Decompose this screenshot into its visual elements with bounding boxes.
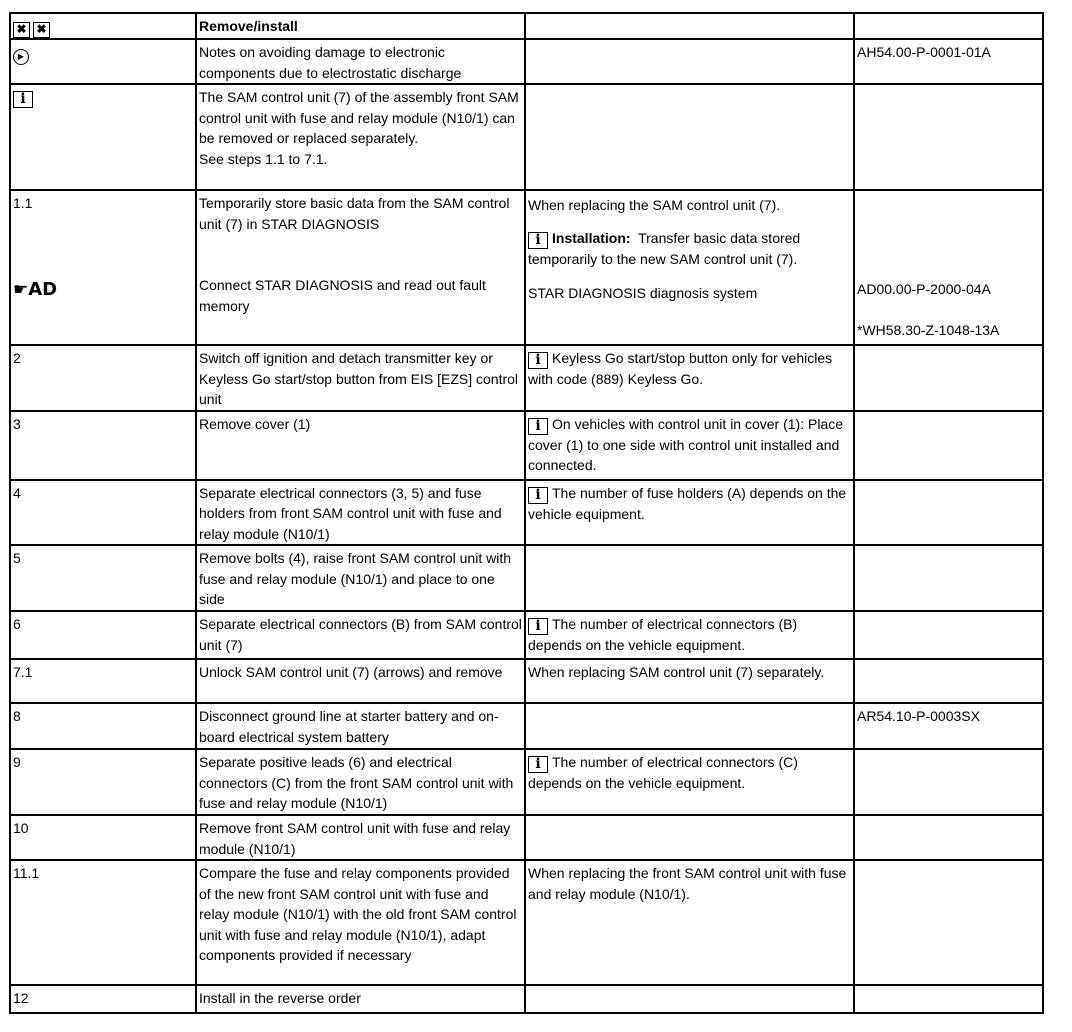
reference-link[interactable] — [854, 659, 1043, 703]
note-cell — [525, 39, 854, 84]
table-row — [10, 659, 1043, 703]
step-cell — [10, 84, 196, 190]
step-number: 2 — [10, 345, 196, 411]
table-row — [10, 749, 1043, 815]
note-text: Keyless Go start/stop button only for vehicles with code (889) Keyless Go. — [528, 350, 833, 387]
step-number: 6 — [10, 611, 196, 659]
info-icon: i — [13, 91, 33, 108]
table-row — [10, 480, 1043, 546]
note-info — [528, 228, 851, 270]
note-cell — [525, 480, 854, 546]
table-row — [10, 411, 1043, 480]
step-number: 7.1 — [10, 659, 196, 703]
action-cell: Switch off ignition and detach transmitter key or Keyless Go start/stop button from EIS [EZS] control unit — [196, 345, 525, 411]
reference-cell — [854, 190, 1043, 345]
step-number: 5 — [10, 545, 196, 611]
reference-link[interactable] — [854, 985, 1043, 1013]
reference-link[interactable] — [854, 345, 1043, 411]
reference-link[interactable] — [854, 815, 1043, 860]
reference-link[interactable]: *WH58.30-Z-1048-13A — [857, 321, 1000, 338]
info-icon: i — [528, 618, 548, 635]
action-cell: Remove bolts (4), raise front SAM control unit with fuse and relay module (N10/1) and place to one side — [196, 545, 525, 611]
action-cell: Disconnect ground line at starter battery and on-board electrical system battery — [196, 703, 525, 749]
note-cell — [525, 190, 854, 345]
note-cell — [525, 815, 854, 860]
table-row — [10, 985, 1043, 1013]
note-text: The number of fuse holders (A) depends on the vehicle equipment. — [528, 484, 847, 522]
action-text: Connect STAR DIAGNOSIS and read out fault memory — [199, 277, 486, 314]
reference-link[interactable] — [854, 860, 1043, 985]
action-cell: Separate positive leads (6) and electrical connectors (C) from the front SAM control unit with fuse and relay module (N10/1) — [196, 749, 525, 815]
table-row — [10, 39, 1043, 84]
header-empty-cell — [525, 13, 854, 39]
step-cell — [10, 190, 196, 345]
note-text: The number of electrical connectors (C) depends on the vehicle equipment. — [528, 754, 798, 791]
note-cell: When replacing the front SAM control unit with fuse and relay module (N10/1). — [525, 860, 854, 985]
note-info-text: Transfer basic data stored temporarily to the new SAM control unit (7). — [528, 229, 801, 267]
header-title: Remove/install — [196, 13, 525, 39]
action-cell: Remove cover (1) — [196, 411, 525, 480]
note-cell — [525, 411, 854, 480]
table-row — [10, 860, 1043, 985]
action-text: The SAM control unit (7) of the assembly front SAM control unit with fuse and relay module (N10/1) can be removed or replaced separately. — [199, 89, 519, 146]
table-row — [10, 345, 1043, 411]
diagnosis-label: AD — [28, 278, 58, 300]
note-cell — [525, 545, 854, 611]
reference-link[interactable] — [854, 611, 1043, 659]
wrench-icon: ✖ — [33, 22, 50, 38]
note-info-label: Installation: — [552, 229, 631, 246]
action-cell: Remove front SAM control unit with fuse and relay module (N10/1) — [196, 815, 525, 860]
note-cell — [525, 611, 854, 659]
table-row — [10, 190, 1043, 345]
step-number: 3 — [10, 411, 196, 480]
action-cell — [196, 190, 525, 345]
action-cell: Compare the fuse and relay components provided of the new front SAM control unit with fuse and relay module (N10/1) with the old front SAM control unit with fuse and relay module (N10/1), adapt components provided if necessary — [196, 860, 525, 985]
action-text: Temporarily store basic data from the SAM control unit (7) in STAR DIAGNOSIS — [199, 195, 510, 232]
table-row — [10, 815, 1043, 860]
step-number: 11.1 — [10, 860, 196, 985]
action-text: See steps 1.1 to 7.1. — [199, 150, 328, 167]
reference-link[interactable]: AH54.00-P-0001-01A — [854, 39, 1043, 84]
reference-link[interactable] — [854, 545, 1043, 611]
reference-link[interactable] — [854, 749, 1043, 815]
header-empty-cell — [854, 13, 1043, 39]
reference-link[interactable] — [854, 480, 1043, 546]
info-icon: i — [528, 232, 548, 249]
action-cell: Separate electrical connectors (3, 5) and fuse holders from front SAM control unit with fuse and relay module (N10/1) — [196, 480, 525, 546]
reference-link[interactable]: AR54.10-P-0003SX — [854, 703, 1043, 749]
note-cell: When replacing SAM control unit (7) separately. — [525, 659, 854, 703]
step-number: 10 — [10, 815, 196, 860]
table-row — [10, 703, 1043, 749]
table-row — [10, 611, 1043, 659]
reference-link[interactable] — [854, 84, 1043, 190]
action-cell — [196, 84, 525, 190]
action-cell: Unlock SAM control unit (7) (arrows) and remove — [196, 659, 525, 703]
reference-link[interactable] — [854, 411, 1043, 480]
table-row — [10, 545, 1043, 611]
info-icon: i — [528, 487, 548, 504]
reference-link[interactable]: AD00.00-P-2000-04A — [857, 281, 991, 297]
info-icon: i — [528, 756, 548, 773]
esd-warning-icon: ▶ — [13, 49, 29, 65]
action-cell: Separate electrical connectors (B) from SAM control unit (7) — [196, 611, 525, 659]
note-text: When replacing the SAM control unit (7). — [528, 197, 781, 213]
step-cell — [10, 39, 196, 84]
table-header-row — [10, 13, 1043, 39]
info-icon: i — [528, 418, 548, 435]
action-cell: Install in the reverse order — [196, 985, 525, 1013]
step-number: 12 — [10, 985, 196, 1013]
action-cell: Notes on avoiding damage to electronic components due to electrostatic discharge — [196, 39, 525, 84]
step-number: 8 — [10, 703, 196, 749]
note-cell — [525, 703, 854, 749]
info-icon: i — [528, 352, 548, 369]
note-cell — [525, 985, 854, 1013]
note-text: On vehicles with control unit in cover (1): Place cover (1) to one side with control unit installed and connected. — [528, 415, 844, 473]
table-row — [10, 84, 1043, 190]
note-text: The number of electrical connectors (B) depends on the vehicle equipment. — [528, 616, 798, 653]
note-text: STAR DIAGNOSIS diagnosis system — [528, 285, 758, 301]
note-cell — [525, 345, 854, 411]
note-cell — [525, 749, 854, 815]
note-cell — [525, 84, 854, 190]
diagnosis-pointer-icon: ☛AD — [13, 278, 58, 300]
header-icons-cell — [10, 13, 196, 39]
step-number: 9 — [10, 749, 196, 815]
step-number: 1.1 — [13, 195, 33, 211]
procedure-table — [9, 12, 1044, 1014]
step-number: 4 — [10, 480, 196, 546]
wrench-icon: ✖ — [13, 22, 30, 38]
